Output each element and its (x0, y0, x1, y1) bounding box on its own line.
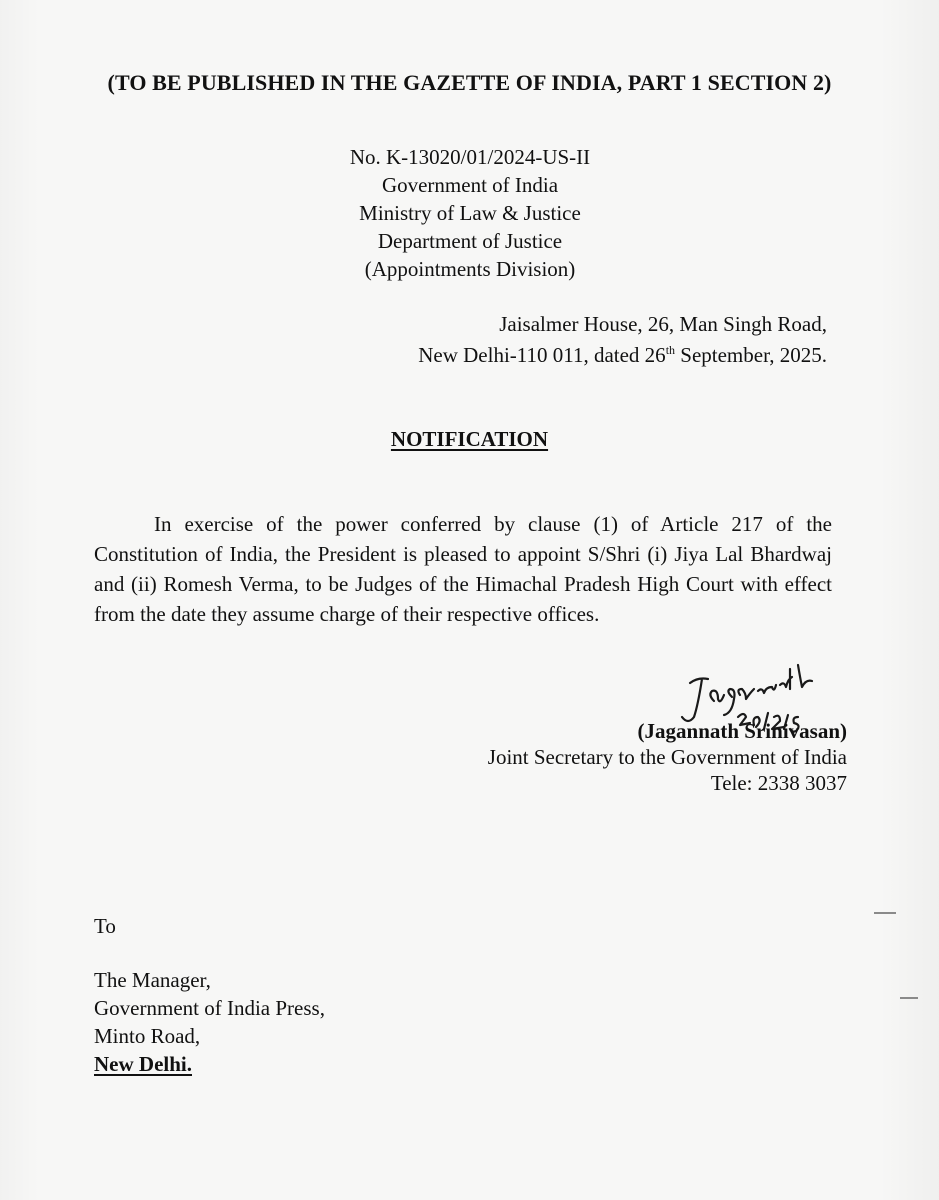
recipient-line-2: Government of India Press, (94, 996, 325, 1020)
address-date-suffix: September, 2025. (675, 343, 827, 367)
division-name: (Appointments Division) (364, 257, 576, 281)
reference-block (270, 143, 670, 283)
file-number: No. K-13020/01/2024-US-II (349, 145, 591, 169)
recipient-address (94, 966, 325, 1078)
department-name: Department of Justice (377, 229, 563, 253)
scan-shadow-right (879, 0, 939, 1200)
notification-body: In exercise of the power conferred by clause (1) of Article 217 of the Constitution of India, the President is pleased to appoint S/Shri (i) Jiya Lal Bhardwaj and (ii) Romesh Verma, to be Judges of the Himachal Pradesh High Court with effect from the date they assume charge of their respective offices. (94, 512, 832, 626)
scan-mark (900, 997, 918, 999)
notification-title: NOTIFICATION (390, 427, 549, 451)
recipient-city: New Delhi. (94, 1052, 192, 1076)
recipient-line-3: Minto Road, (94, 1024, 201, 1048)
gazette-header: (TO BE PUBLISHED IN THE GAZETTE OF INDIA, PART 1 SECTION 2) (107, 70, 832, 95)
scan-mark (874, 912, 896, 914)
address-block (307, 309, 827, 371)
recipient-line-1: The Manager, (94, 968, 211, 992)
signatory-block (387, 718, 847, 796)
address-line-1: Jaisalmer House, 26, Man Singh Road, (499, 312, 827, 336)
scan-shadow-left (0, 0, 40, 1200)
address-line-2 (307, 340, 827, 371)
signatory-designation: Joint Secretary to the Government of India (487, 745, 847, 769)
address-date-prefix: New Delhi-110 011, dated 26 (418, 343, 666, 367)
signatory-name: (Jagannath Srinivasan) (637, 719, 847, 743)
date-ordinal-suffix: th (665, 343, 676, 357)
ministry-name: Ministry of Law & Justice (359, 201, 581, 225)
signatory-phone: Tele: 2338 3037 (710, 771, 847, 795)
to-label: To (94, 914, 116, 938)
government-name: Government of India (381, 173, 559, 197)
